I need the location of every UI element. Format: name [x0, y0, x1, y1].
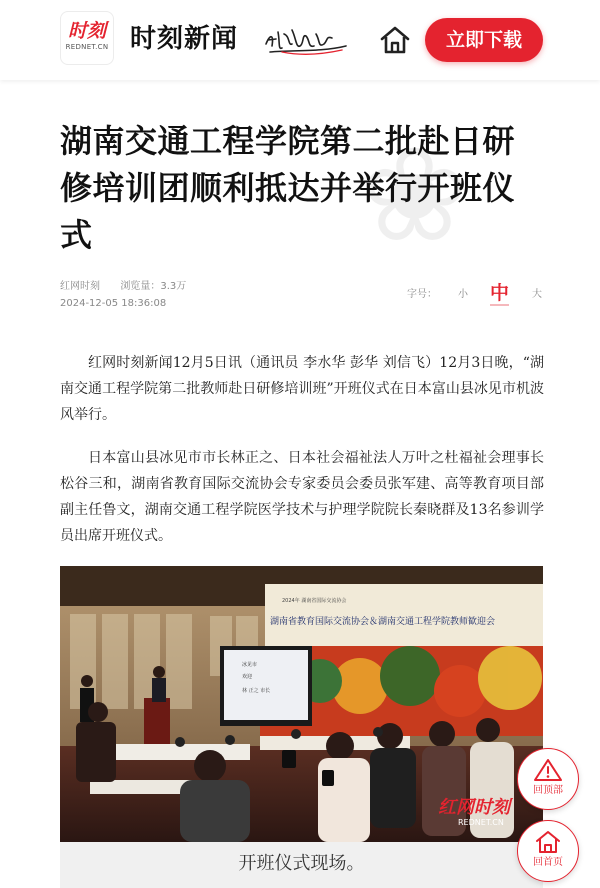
home-icon [534, 829, 562, 855]
download-app-button[interactable]: 立即下载 [425, 18, 543, 62]
photo-watermark-sub: REDNET.CN [458, 818, 504, 827]
views-label: 浏览量： [120, 281, 161, 292]
article-datetime: 2024-12-05 18:36:08 [60, 298, 167, 309]
screen-text-line1: 冰见市 [242, 662, 258, 668]
home-button[interactable] [378, 24, 412, 56]
article-paragraph: 红网时刻新闻12月5日讯（通讯员 李水华 彭华 刘信飞）12月3日晚，“湖南交通工程学院第二批教师赴日研修培训班”开班仪式在日本富山县冰见市机波风举行。 [60, 355, 544, 423]
font-size-large-button[interactable]: 大 [532, 289, 542, 300]
article-meta [60, 280, 186, 294]
photo-caption: 开班仪式现场。 [238, 853, 365, 874]
back-to-top-button[interactable] [517, 748, 579, 810]
back-to-home-button[interactable] [517, 820, 579, 882]
screen-text-line2: 欢迎 [242, 674, 253, 680]
photo-watermark: 红网时刻 [438, 797, 510, 818]
app-logo[interactable] [60, 11, 114, 65]
banner-caption-text: 湖南省教育国际交流协会＆湖南交通工程学院教师歓迎会 [270, 617, 496, 627]
font-size-label: 字号： [407, 289, 437, 300]
article-paragraph: 日本富山县冰见市市长林正之、日本社会福祉法人万叶之杜福祉会理事长松谷三和，湖南省教育国际交流协会专家委员会委员张军建、高等教育项目部副主任鲁文，湖南交通工程学院医学技术与护理学院院长秦晓群及13名参训学员出席开班仪式。 [60, 450, 544, 544]
banner-small-text: 2024年 湖南省国际交流协会 [282, 598, 347, 604]
background-watermark: ❀ [360, 120, 469, 270]
font-size-medium-button[interactable]: 中 [490, 282, 510, 304]
signature-logo [262, 22, 350, 58]
article-title: 湖南交通工程学院第二批赴日研修培训团顺利抵达并举行开班仪式 [60, 122, 516, 254]
top-header [0, 0, 600, 80]
screen-text-line3: 林 正之 市长 [242, 688, 271, 694]
home-icon [378, 24, 412, 56]
back-to-top-label: 回顶部 [533, 785, 563, 796]
back-to-home-label: 回首页 [533, 857, 563, 868]
logo-subtext: REDNET.CN [65, 43, 109, 51]
warning-triangle-icon [533, 757, 563, 783]
font-size-small-button[interactable]: 小 [458, 289, 468, 300]
app-name: 时刻新闻 [130, 24, 239, 54]
views-count: 3.3万 [160, 281, 187, 292]
logo-text: 时刻 [67, 20, 106, 42]
article-source: 红网时刻 [60, 281, 100, 292]
